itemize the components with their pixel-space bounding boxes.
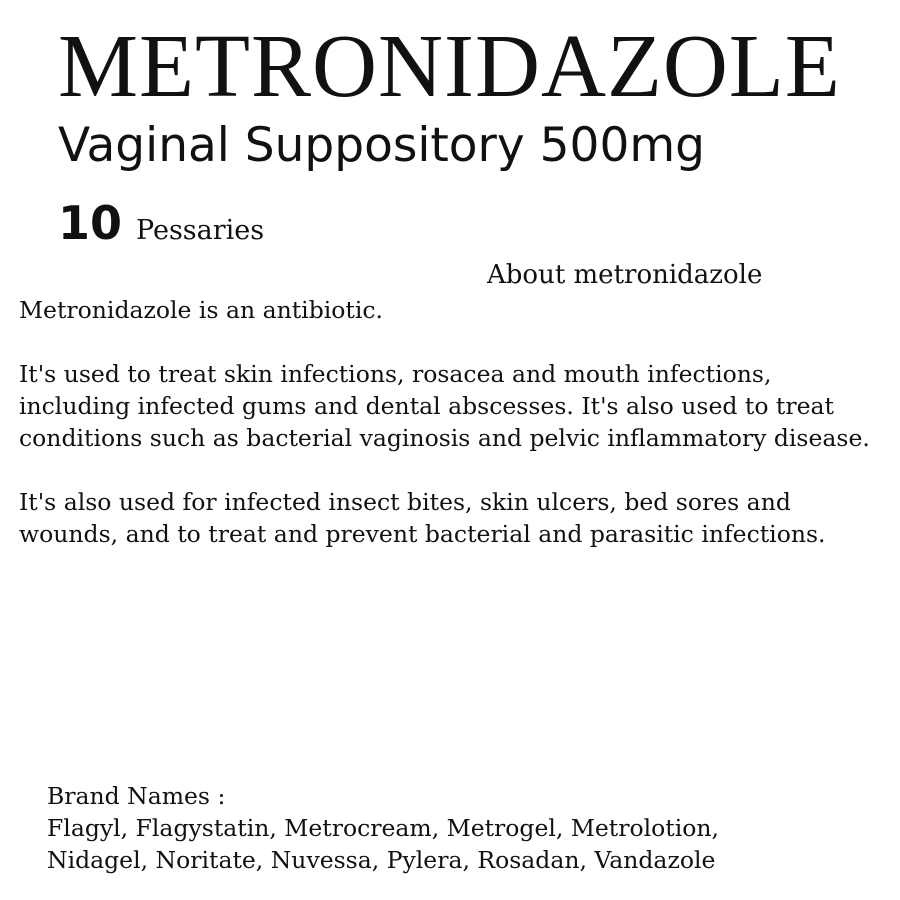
brand-names-line: Nidagel, Noritate, Nuvessa, Pylera, Rosadan, Vandazole — [47, 846, 716, 874]
about-paragraph: It's also used for infected insect bites, skin ulcers, bed sores and wounds, and to treat and prevent bacterial and parasitic infections. — [19, 488, 826, 548]
pack-count-row — [58, 196, 264, 258]
brand-names-section — [47, 780, 892, 876]
pack-count-unit: Pessaries — [136, 215, 265, 246]
about-heading: About metronidazole — [487, 260, 763, 290]
about-paragraph: Metronidazole is an antibiotic. — [19, 296, 383, 324]
pack-count: 10 — [58, 196, 123, 250]
brand-names-label: Brand Names : — [47, 782, 226, 810]
product-form-strength: Vaginal Suppository 500mg — [58, 118, 705, 173]
about-description — [19, 294, 889, 582]
brand-names-line: Flagyl, Flagystatin, Metrocream, Metrogel, Metrolotion, — [47, 814, 720, 842]
about-paragraph: It's used to treat skin infections, rosacea and mouth infections, including infected gums and dental abscesses. It's also used to treat conditions such as bacterial vaginosis and pelvic inflammatory disease. — [19, 360, 870, 452]
product-name: METRONIDAZOLE — [58, 17, 841, 116]
